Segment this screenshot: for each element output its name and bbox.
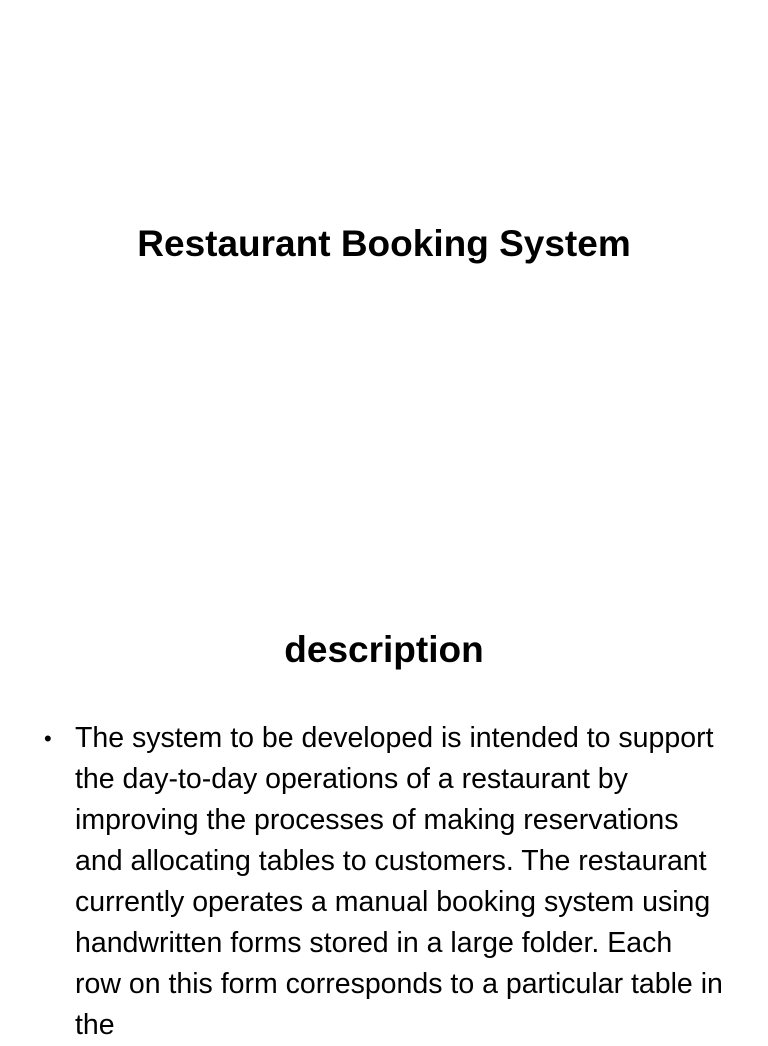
slide-title: Restaurant Booking System [137, 223, 631, 264]
bullet-text: The system to be developed is intended to support the day-to-day operations of a restaurant by improving the processes of making reservations and allocating tables to customers. The restaurant currently operates a manual booking system using handwritten forms stored in a large folder. Each row on this form corresponds to a particular table in the [75, 722, 723, 1041]
bullet-marker: • [44, 726, 52, 751]
bullet-list [44, 718, 724, 1046]
bullet-item [44, 718, 724, 1046]
slide-heading: description [284, 629, 484, 670]
description-slide [0, 576, 768, 1041]
